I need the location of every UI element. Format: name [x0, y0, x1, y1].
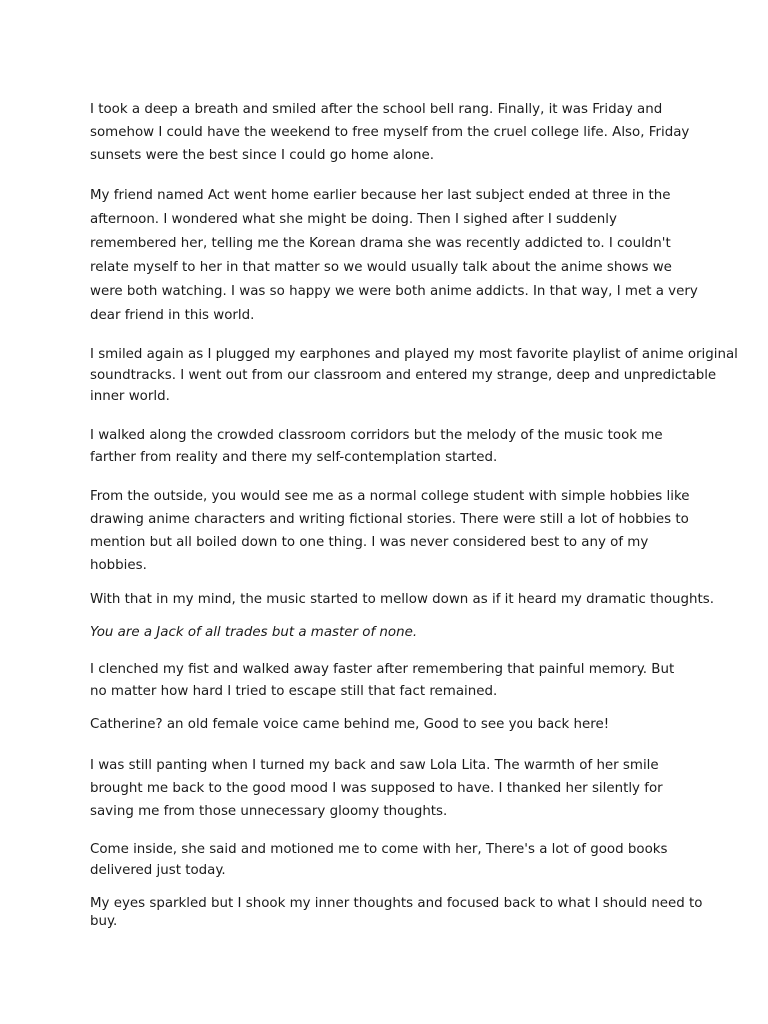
paragraph-9	[90, 754, 690, 823]
paragraph-line: remembered her, telling me the Korean drama she was recently addicted to. I couldn't	[90, 236, 671, 251]
paragraph-line: You are a Jack of all trades but a master of none.	[90, 625, 418, 640]
paragraph-line: farther from reality and there my self-contemplation started.	[90, 450, 498, 465]
paragraph-8	[90, 714, 690, 736]
paragraph-line: I clenched my fist and walked away faster after remembering that painful memory. But	[90, 662, 675, 677]
paragraph-line: somehow I could have the weekend to free myself from the cruel college life. Also, Friday	[90, 125, 690, 140]
paragraph-line: dear friend in this world.	[90, 308, 255, 323]
paragraph-7	[90, 659, 690, 703]
paragraph-line: soundtracks. I went out from our classroom and entered my strange, deep and unpredictable	[90, 368, 717, 383]
paragraph-line: hobbies.	[90, 558, 147, 573]
paragraph-1	[90, 98, 690, 167]
paragraph-4	[90, 425, 690, 469]
paragraph-line: inner world.	[90, 389, 170, 404]
paragraph-line: From the outside, you would see me as a normal college student with simple hobbies like	[90, 489, 690, 504]
paragraph-line: I was still panting when I turned my back and saw Lola Lita. The warmth of her smile	[90, 758, 659, 773]
paragraph-5	[90, 485, 690, 577]
paragraph-line: saving me from those unnecessary gloomy thoughts.	[90, 804, 448, 819]
paragraph-line: I smiled again as I plugged my earphones and played my most favorite playlist of anime original	[90, 347, 738, 362]
paragraph-6	[90, 589, 715, 611]
paragraph-line: Catherine? an old female voice came behind me, Good to see you back here!	[90, 717, 610, 732]
paragraph-line: My friend named Act went home earlier because her last subject ended at three in the	[90, 188, 671, 203]
paragraph-line: Come inside, she said and motioned me to come with her, There's a lot of good books	[90, 842, 668, 857]
paragraph-line: buy.	[90, 914, 118, 929]
italic-quote	[90, 622, 690, 644]
paragraph-line: brought me back to the good mood I was supposed to have. I thanked her silently for	[90, 781, 663, 796]
paragraph-line: were both watching. I was so happy we were both anime addicts. In that way, I met a very	[90, 284, 698, 299]
paragraph-10	[90, 839, 690, 881]
paragraph-line: afternoon. I wondered what she might be doing. Then I sighed after I suddenly	[90, 212, 617, 227]
paragraph-line: drawing anime characters and writing fictional stories. There were still a lot of hobbies to	[90, 512, 689, 527]
paragraph-3	[90, 344, 738, 407]
paragraph-line: I walked along the crowded classroom corridors but the melody of the music took me	[90, 428, 663, 443]
paragraph-line: no matter how hard I tried to escape still that fact remained.	[90, 684, 498, 699]
paragraph-line: With that in my mind, the music started to mellow down as if it heard my dramatic thoughts.	[90, 592, 715, 607]
paragraph-line: mention but all boiled down to one thing. I was never considered best to any of my	[90, 535, 649, 550]
paragraph-11	[90, 895, 703, 931]
paragraph-line: delivered just today.	[90, 863, 226, 878]
paragraph-2	[90, 184, 698, 328]
paragraph-line: sunsets were the best since I could go home alone.	[90, 148, 435, 163]
paragraph-line: My eyes sparkled but I shook my inner thoughts and focused back to what I should need to	[90, 896, 703, 911]
paragraph-line: relate myself to her in that matter so we would usually talk about the anime shows we	[90, 260, 672, 275]
paragraph-line: I took a deep a breath and smiled after the school bell rang. Finally, it was Friday and	[90, 102, 663, 117]
